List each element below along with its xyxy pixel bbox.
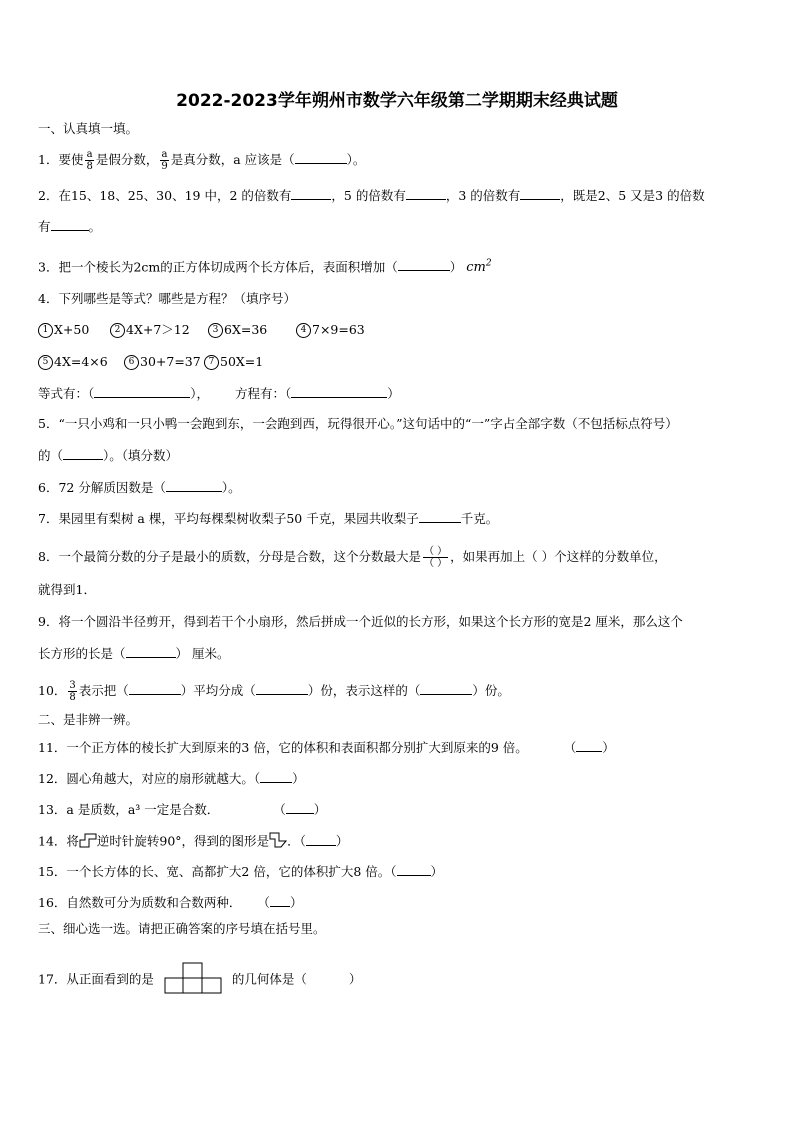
answer-blank[interactable]: [520, 187, 560, 200]
question-1: 1．要使 $\frac{a}{8}$ 是假分数， $\frac{a}{9}$ 是真分数，a 应该是（ ）。: [38, 149, 366, 172]
answer-blank[interactable]: [126, 645, 176, 658]
question-5-line-2: 的（ ）。（填分数）: [38, 448, 179, 463]
question-12: 12．圆心角越大，对应的扇形就越大。（ ）: [38, 771, 305, 786]
circled-number-4: 4: [296, 323, 311, 338]
judgment-blank[interactable]: [286, 801, 314, 814]
judgment-blank[interactable]: [270, 894, 290, 907]
equation-answer-blank[interactable]: [94, 385, 190, 398]
question-9-line-1: 9．将一个圆沿半径剪开，得到若干个小扇形，然后拼成一个近似的长方形，如果这个长方形的宽是2 厘米，那么这个: [38, 614, 683, 629]
section-heading-3: 三、细心选一选。请把正确答案的序号填在括号里。: [38, 921, 326, 936]
question-17: 17．从正面看到的是 的几何体是（ ）: [38, 962, 361, 998]
section-heading-2: 二、是非辨一辨。: [38, 712, 139, 727]
question-9-line-2: 长方形的长是（ ） 厘米。: [38, 646, 230, 661]
answer-blank[interactable]: [419, 510, 461, 523]
circled-number-1: 1: [38, 323, 53, 338]
question-3: 3．把一个棱长为2cm的正方体切成两个长方体后，表面积增加（ ） $cm^2$: [38, 259, 492, 276]
section-heading-1: 一、认真填一填。: [38, 121, 139, 136]
question-4-options-row-2: 5 4X=4×6 6 30+7=37 7 50X=1: [38, 354, 263, 370]
formula-answer-blank[interactable]: [291, 385, 387, 398]
judgment-blank[interactable]: [397, 863, 431, 876]
answer-blank[interactable]: [63, 447, 103, 460]
question-6: 6．72 分解质因数是（ ）。: [38, 480, 241, 495]
question-15: 15．一个长方体的长、宽、高都扩大2 倍，它的体积扩大8 倍。（ ）: [38, 864, 444, 879]
circled-number-6: 6: [124, 355, 139, 370]
circled-number-7: 7: [204, 355, 219, 370]
question-4-answers: 等式有：（ ）， 方程有：（ ）: [38, 386, 400, 401]
judgment-blank[interactable]: [576, 739, 602, 752]
answer-blank[interactable]: [256, 682, 308, 695]
question-8-line-2: 就得到1．: [38, 582, 96, 597]
question-10: 10． $\frac{3}{8}$ 表示把（ ）平均分成（ ）份，表示这样的（ ）份。: [38, 680, 510, 703]
rotated-shape-figure-icon: [269, 832, 287, 852]
question-4-options-row-1: 1 X+50 2 4X+7＞12 3 6X=36 4 7×9=63: [38, 322, 365, 338]
circled-number-5: 5: [38, 355, 53, 370]
circled-number-2: 2: [110, 323, 125, 338]
fraction-a-over-9: $\frac{a}{9}$: [161, 149, 168, 172]
front-view-blocks-icon: [164, 962, 222, 998]
question-8-line-1: 8．一个最简分数的分子是最小的质数，分母是合数，这个分数最大是 $\frac{( )}{( )}$ ，如果再加上（ ）个这样的分数单位，: [38, 546, 667, 569]
question-7: 7．果园里有梨树 a 棵，平均每棵梨树收梨子50 千克，果园共收梨子 千克。: [38, 511, 499, 526]
question-5-line-1: 5．“一只小鸡和一只小鸭一会跑到东，一会跑到西，玩得很开心。”这句话中的“一”字占全部字数（不包括标点符号）: [38, 416, 678, 431]
fraction-a-over-8: $\frac{a}{8}$: [86, 149, 93, 172]
fraction-blank[interactable]: $\frac{( )}{( )}$: [423, 546, 448, 569]
fraction-3-over-8: $\frac{3}{8}$: [69, 680, 76, 703]
l-shape-figure-icon: [79, 832, 97, 852]
question-4: 4．下列哪些是等式？哪些是方程？（填序号）: [38, 291, 296, 306]
question-2-line-2: 有 。: [38, 219, 102, 234]
question-13: 13．a 是质数，a³ 一定是合数． （ ）: [38, 802, 327, 817]
unit-cm2: $cm^2$: [466, 259, 492, 276]
question-2-line-1: 2．在15、18、25、30、19 中，2 的倍数有 ，5 的倍数有 ，3 的倍数有 ，既是2、5 又是3 的倍数: [38, 188, 705, 203]
answer-blank[interactable]: [420, 682, 472, 695]
answer-blank[interactable]: [398, 258, 450, 271]
question-11: 11．一个正方体的棱长扩大到原来的3 倍，它的体积和表面积都分别扩大到原来的9 倍。 （ ）: [38, 740, 615, 755]
answer-blank[interactable]: [129, 682, 181, 695]
question-14: 14．将 逆时针旋转90°，得到的图形是 ．（ ）: [38, 832, 348, 852]
answer-blank[interactable]: [51, 218, 89, 231]
judgment-blank[interactable]: [306, 833, 336, 846]
circled-number-3: 3: [208, 323, 223, 338]
judgment-blank[interactable]: [260, 770, 292, 783]
answer-blank[interactable]: [406, 187, 446, 200]
answer-blank[interactable]: [291, 187, 331, 200]
answer-blank[interactable]: [295, 151, 347, 164]
answer-blank[interactable]: [166, 479, 222, 492]
page-title: 2022-2023学年朔州市数学六年级第二学期期末经典试题: [176, 91, 618, 111]
question-16: 16．自然数可分为质数和合数两种． （ ）: [38, 895, 303, 910]
